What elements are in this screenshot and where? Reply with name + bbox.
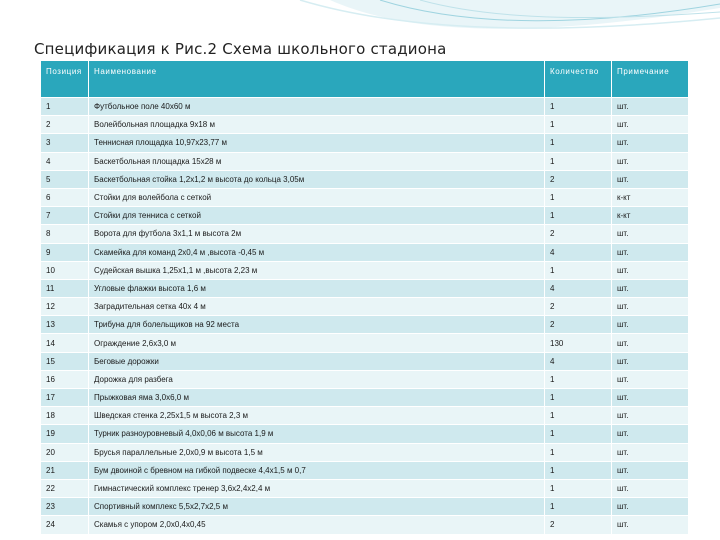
- cell-position: 8: [41, 225, 89, 243]
- column-header-name: Наименование: [89, 61, 545, 98]
- table-header-row: [41, 61, 689, 98]
- cell-quantity: 2: [545, 170, 612, 188]
- table-row: [41, 352, 689, 370]
- table-row: [41, 425, 689, 443]
- cell-note: шт.: [612, 334, 689, 352]
- cell-note: к-кт: [612, 207, 689, 225]
- cell-position: 22: [41, 479, 89, 497]
- cell-position: 23: [41, 498, 89, 516]
- cell-position: 14: [41, 334, 89, 352]
- cell-name: Бум двоиной с бревном на гибкой подвеске 4,4х1,5 м 0,7: [89, 461, 545, 479]
- cell-quantity: 1: [545, 498, 612, 516]
- cell-note: шт.: [612, 170, 689, 188]
- cell-note: шт.: [612, 261, 689, 279]
- cell-note: шт.: [612, 152, 689, 170]
- table-row: [41, 316, 689, 334]
- cell-name: Дорожка для разбега: [89, 370, 545, 388]
- cell-position: 20: [41, 443, 89, 461]
- cell-quantity: 1: [545, 152, 612, 170]
- table-row: [41, 334, 689, 352]
- cell-name: Ворота для футбола 3х1,1 м высота 2м: [89, 225, 545, 243]
- column-header-note: Примечание: [612, 61, 689, 98]
- cell-name: Брусья параллельные 2,0х0,9 м высота 1,5 м: [89, 443, 545, 461]
- table-row: [41, 188, 689, 206]
- cell-position: 1: [41, 98, 89, 116]
- cell-position: 7: [41, 207, 89, 225]
- table-row: [41, 389, 689, 407]
- column-header-quantity: Количество: [545, 61, 612, 98]
- cell-note: шт.: [612, 389, 689, 407]
- cell-quantity: 130: [545, 334, 612, 352]
- cell-position: 3: [41, 134, 89, 152]
- table-row: [41, 498, 689, 516]
- table-row: [41, 298, 689, 316]
- table-row: [41, 243, 689, 261]
- cell-note: шт.: [612, 516, 689, 534]
- cell-note: шт.: [612, 498, 689, 516]
- cell-quantity: 1: [545, 134, 612, 152]
- table-row: [41, 152, 689, 170]
- cell-name: Угловые флажки высота 1,6 м: [89, 279, 545, 297]
- cell-position: 4: [41, 152, 89, 170]
- cell-position: 15: [41, 352, 89, 370]
- cell-position: 17: [41, 389, 89, 407]
- cell-note: шт.: [612, 479, 689, 497]
- cell-note: шт.: [612, 316, 689, 334]
- cell-quantity: 2: [545, 298, 612, 316]
- cell-note: шт.: [612, 225, 689, 243]
- cell-position: 19: [41, 425, 89, 443]
- cell-position: 16: [41, 370, 89, 388]
- cell-name: Баскетбольная стойка 1,2х1,2 м высота до кольца 3,05м: [89, 170, 545, 188]
- cell-quantity: 1: [545, 479, 612, 497]
- cell-name: Трибуна для болельщиков на 92 места: [89, 316, 545, 334]
- table-row: [41, 407, 689, 425]
- table-row: [41, 116, 689, 134]
- cell-note: к-кт: [612, 188, 689, 206]
- specification-table: [40, 60, 689, 535]
- cell-note: шт.: [612, 298, 689, 316]
- cell-quantity: 1: [545, 370, 612, 388]
- cell-note: шт.: [612, 134, 689, 152]
- cell-position: 12: [41, 298, 89, 316]
- cell-name: Спортивный комплекс 5,5х2,7х2,5 м: [89, 498, 545, 516]
- cell-name: Турник разноуровневый 4,0х0,06 м высота 1,9 м: [89, 425, 545, 443]
- cell-quantity: 4: [545, 243, 612, 261]
- cell-quantity: 1: [545, 188, 612, 206]
- table-body: [41, 98, 689, 535]
- cell-note: шт.: [612, 243, 689, 261]
- cell-name: Скамейка для команд 2х0,4 м ,высота -0,45 м: [89, 243, 545, 261]
- cell-name: Футбольное поле 40х60 м: [89, 98, 545, 116]
- cell-position: 5: [41, 170, 89, 188]
- cell-name: Шведская стенка 2,25х1,5 м высота 2,3 м: [89, 407, 545, 425]
- cell-quantity: 4: [545, 352, 612, 370]
- page-title: Спецификация к Рис.2 Схема школьного стадиона: [34, 40, 447, 58]
- cell-name: Ограждение 2,6х3,0 м: [89, 334, 545, 352]
- cell-note: шт.: [612, 279, 689, 297]
- table-row: [41, 170, 689, 188]
- cell-position: 13: [41, 316, 89, 334]
- cell-position: 10: [41, 261, 89, 279]
- cell-quantity: 1: [545, 389, 612, 407]
- cell-name: Волейбольная площадка 9х18 м: [89, 116, 545, 134]
- cell-position: 11: [41, 279, 89, 297]
- column-header-position: Позиция: [41, 61, 89, 98]
- cell-name: Скамья с упором 2,0х0,4х0,45: [89, 516, 545, 534]
- cell-name: Прыжковая яма 3,0х6,0 м: [89, 389, 545, 407]
- cell-name: Стойки для волейбола с сеткой: [89, 188, 545, 206]
- cell-quantity: 2: [545, 316, 612, 334]
- cell-quantity: 1: [545, 261, 612, 279]
- cell-position: 9: [41, 243, 89, 261]
- cell-name: Стойки для тенниса с сеткой: [89, 207, 545, 225]
- cell-name: Судейская вышка 1,25х1,1 м ,высота 2,23 м: [89, 261, 545, 279]
- table-row: [41, 261, 689, 279]
- cell-name: Гимнастический комплекс тренер 3,6х2,4х2,4 м: [89, 479, 545, 497]
- cell-note: шт.: [612, 461, 689, 479]
- cell-note: шт.: [612, 370, 689, 388]
- cell-note: шт.: [612, 407, 689, 425]
- table-row: [41, 207, 689, 225]
- table-row: [41, 443, 689, 461]
- table-row: [41, 98, 689, 116]
- cell-name: Теннисная площадка 10,97х23,77 м: [89, 134, 545, 152]
- table-row: [41, 134, 689, 152]
- cell-quantity: 1: [545, 425, 612, 443]
- cell-position: 24: [41, 516, 89, 534]
- cell-quantity: 1: [545, 98, 612, 116]
- cell-position: 6: [41, 188, 89, 206]
- cell-quantity: 1: [545, 443, 612, 461]
- cell-position: 18: [41, 407, 89, 425]
- cell-position: 21: [41, 461, 89, 479]
- table-row: [41, 370, 689, 388]
- cell-name: Беговые дорожки: [89, 352, 545, 370]
- cell-quantity: 1: [545, 461, 612, 479]
- cell-name: Баскетбольная площадка 15х28 м: [89, 152, 545, 170]
- cell-quantity: 4: [545, 279, 612, 297]
- cell-name: Заградительная сетка 40х 4 м: [89, 298, 545, 316]
- table-row: [41, 225, 689, 243]
- cell-note: шт.: [612, 425, 689, 443]
- cell-note: шт.: [612, 116, 689, 134]
- cell-note: шт.: [612, 352, 689, 370]
- cell-note: шт.: [612, 98, 689, 116]
- table-row: [41, 279, 689, 297]
- cell-quantity: 2: [545, 516, 612, 534]
- table-row: [41, 479, 689, 497]
- cell-quantity: 2: [545, 225, 612, 243]
- table-row: [41, 516, 689, 534]
- table-row: [41, 461, 689, 479]
- cell-note: шт.: [612, 443, 689, 461]
- cell-position: 2: [41, 116, 89, 134]
- cell-quantity: 1: [545, 407, 612, 425]
- cell-quantity: 1: [545, 116, 612, 134]
- cell-quantity: 1: [545, 207, 612, 225]
